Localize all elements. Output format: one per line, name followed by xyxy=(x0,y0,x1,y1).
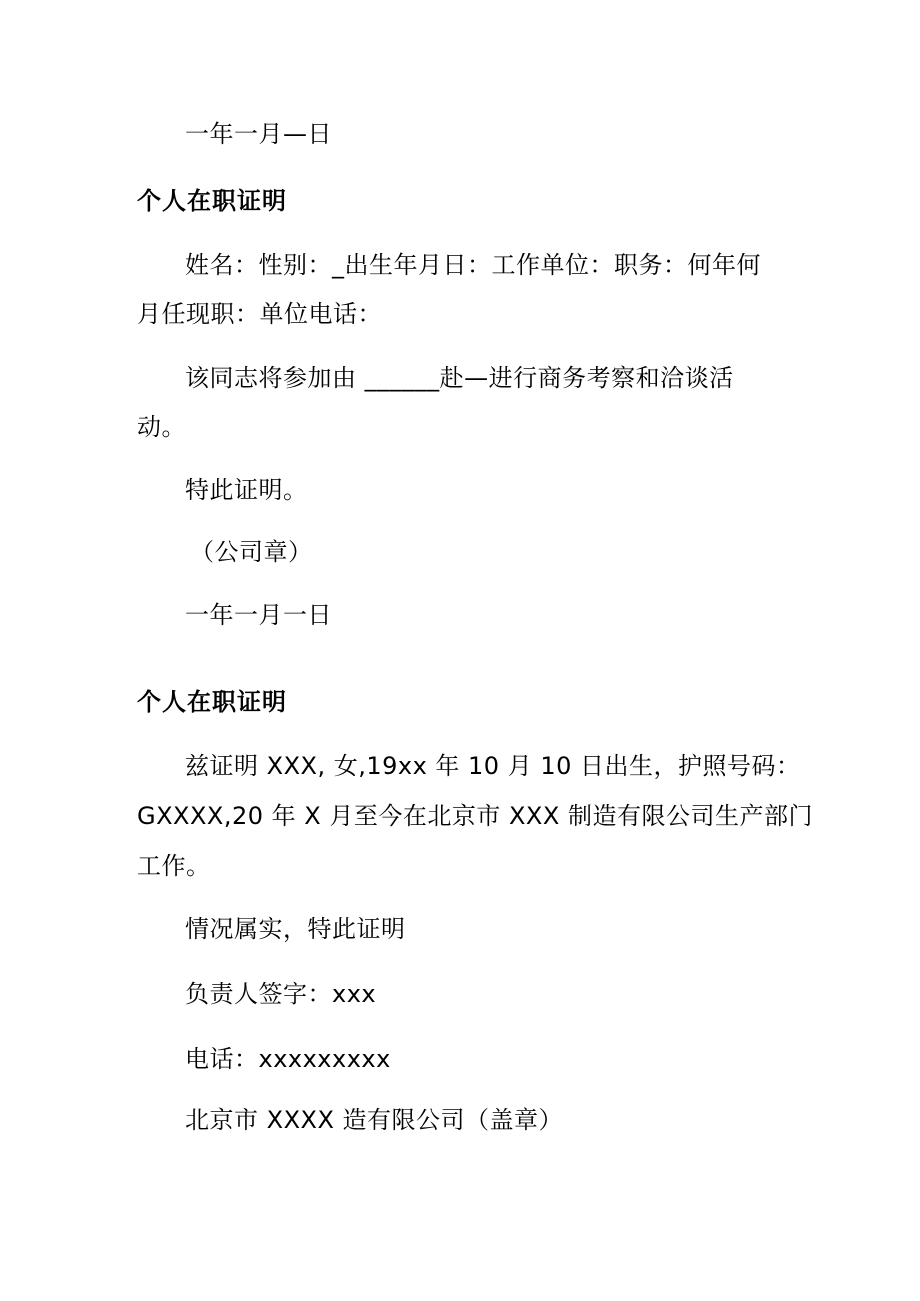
fields-line: 姓名：性别：_出生年月日：工作单位：职务：何年何 xyxy=(185,251,761,279)
seal-line: （公司章） xyxy=(190,538,313,566)
body-paragraph-line: 兹证明 XXX, 女,19xx 年 10 月 10 日出生，护照号码： xyxy=(185,752,801,780)
body-paragraph-line: 该同志将参加由 ______赴—进行商务考察和洽谈活 xyxy=(185,364,734,392)
body-paragraph-line: 动。 xyxy=(137,413,186,441)
phone-line: 电话：xxxxxxxxx xyxy=(185,1045,391,1073)
certificate-title: 个人在职证明 xyxy=(137,187,287,215)
company-seal-line: 北京市 XXXX 造有限公司（盖章） xyxy=(185,1106,564,1134)
certificate-title: 个人在职证明 xyxy=(137,688,287,716)
closing-line: 特此证明。 xyxy=(185,476,308,504)
closing-line: 情况属实，特此证明 xyxy=(185,915,406,943)
body-paragraph-line: GXXXX,20 年 X 月至今在北京市 XXX 制造有限公司生产部门 xyxy=(137,802,813,830)
fields-line: 月任现职：单位电话： xyxy=(137,300,382,328)
date-line: 一年一月一日 xyxy=(185,601,332,629)
date-line: 一年一月—日 xyxy=(185,120,332,148)
body-paragraph-line: 工作。 xyxy=(137,852,211,880)
signer-line: 负责人签字：xxx xyxy=(185,980,377,1008)
